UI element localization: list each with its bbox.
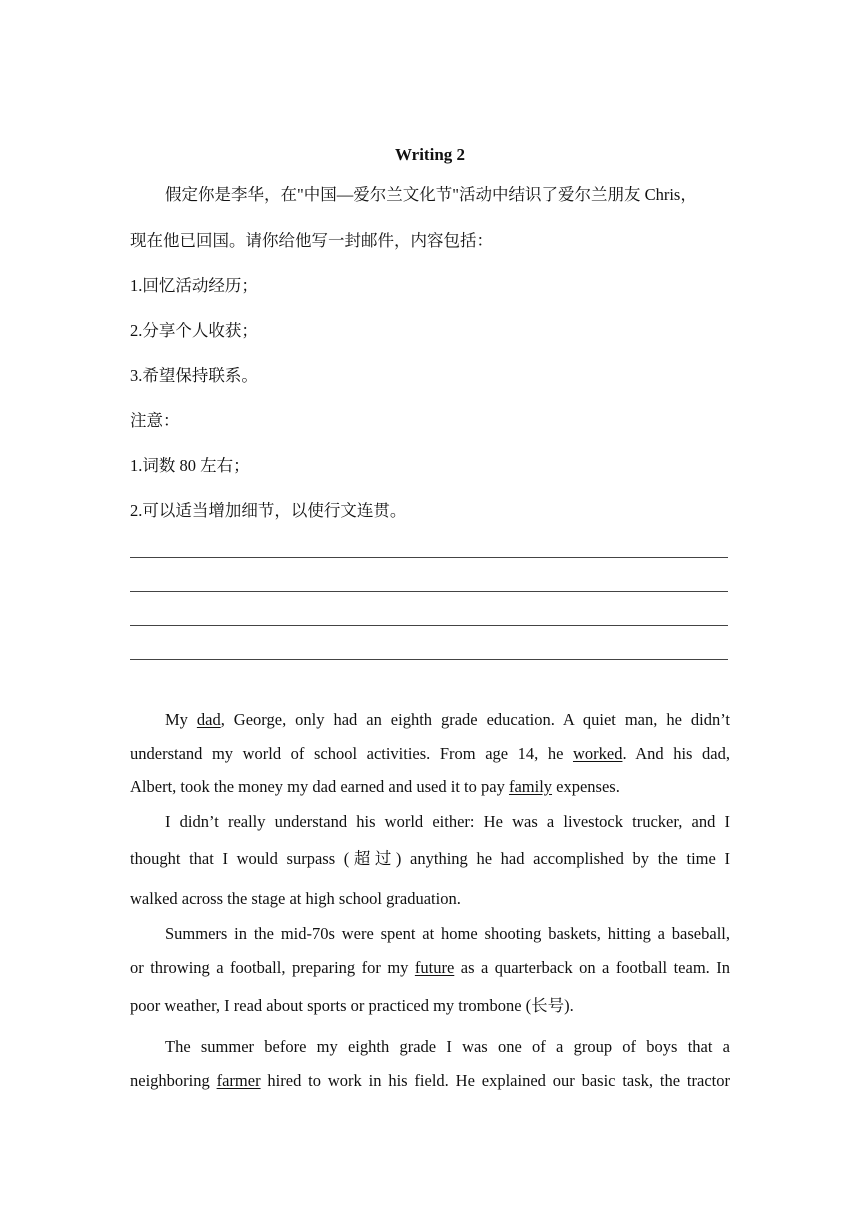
passage-line: I didn’t really understand his world either: He was a livestock trucker, and I — [165, 812, 730, 831]
page-title: Writing 2 — [394, 145, 466, 164]
note-1: 1.词数 80 左右； — [130, 456, 250, 475]
answer-line — [130, 557, 728, 558]
passage-line: walked across the stage at high school graduation. — [130, 889, 461, 908]
passage-line: poor weather, I read about sports or practiced my trombone (长号). — [130, 996, 574, 1015]
passage-line: thought that I would surpass (超过) anything he had accomplished by the time I — [130, 849, 730, 868]
passage-line: Albert, took the money my dad earned and used it to pay family expenses. — [130, 777, 620, 796]
note-2: 2.可以适当增加细节，以使行文连贯。 — [130, 501, 407, 520]
prompt-item-3: 3.希望保持联系。 — [130, 366, 258, 385]
prompt-item-2: 2.分享个人收获； — [130, 321, 258, 340]
passage-line: The summer before my eighth grade I was one of a group of boys that a — [165, 1037, 730, 1056]
answer-line — [130, 625, 728, 626]
passage-line: My dad, George, only had an eighth grade education. A quiet man, he didn’t — [165, 710, 730, 729]
notice-label: 注意： — [130, 411, 180, 430]
answer-line — [130, 591, 728, 592]
answer-line — [130, 659, 728, 660]
underlined-word: farmer — [216, 1071, 261, 1090]
underlined-word: dad — [196, 710, 221, 729]
passage-line: understand my world of school activities. From age 14, he worked. And his dad, — [130, 744, 730, 763]
underlined-word: future — [414, 958, 455, 977]
prompt-intro-line-1: 假定你是李华，在"中国—爱尔兰文化节"活动中结识了爱尔兰朋友 Chris， — [165, 185, 697, 204]
passage-line: or throwing a football, preparing for my future as a quarterback on a football team. In — [130, 958, 730, 977]
prompt-intro-line-2: 现在他已回国。请你给他写一封邮件，内容包括： — [130, 231, 493, 250]
passage-line: Summers in the mid-70s were spent at home shooting baskets, hitting a baseball, — [165, 924, 730, 943]
underlined-word: worked — [572, 744, 623, 763]
passage-line: neighboring farmer hired to work in his field. He explained our basic task, the tractor — [130, 1071, 730, 1090]
underlined-word: family — [508, 777, 553, 796]
prompt-item-1: 1.回忆活动经历； — [130, 276, 258, 295]
